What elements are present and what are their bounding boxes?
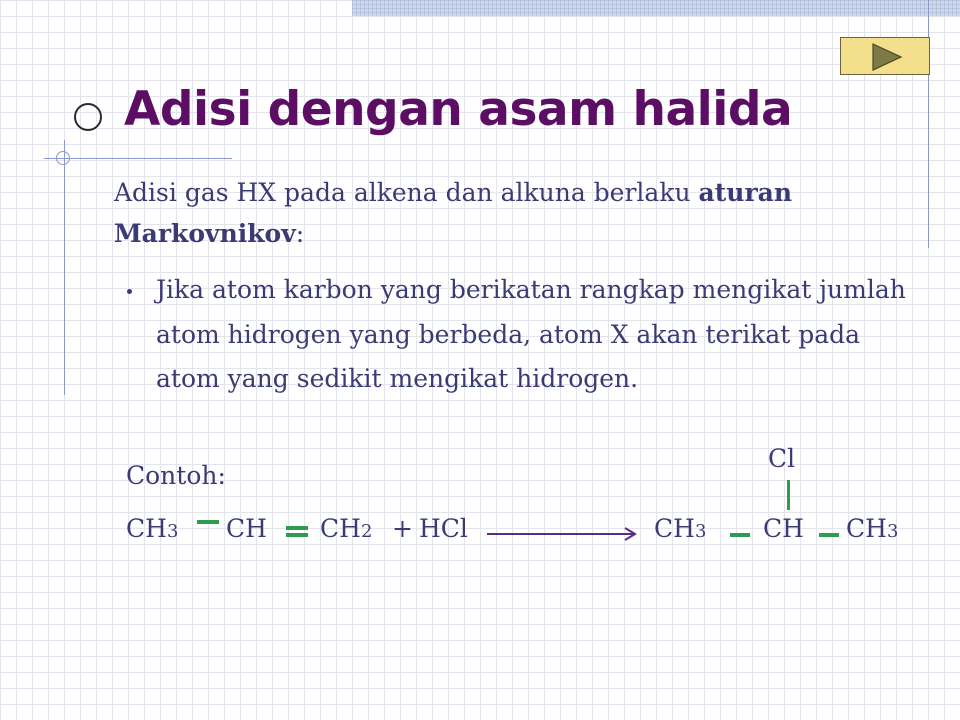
product-ch3-right xyxy=(846,514,898,547)
decorative-horizontal-line xyxy=(44,158,232,159)
reagent-hcl: HCl xyxy=(419,514,468,543)
product-ch3-left xyxy=(654,514,706,547)
intro-text: Adisi gas HX pada alkena dan alkuna berlaku xyxy=(114,178,699,207)
rule-bullet-text: Jika atom karbon yang berikatan rangkap mengikat jumlah atom hidrogen yang berbeda, atom X akan terikat pada atom yang sedikit mengikat hidrogen. xyxy=(156,275,906,393)
product-ch3-left-symbol: CH xyxy=(654,514,695,543)
intro-rule-name: aturan Markovnikov xyxy=(114,178,793,248)
reactant-ch3 xyxy=(126,514,178,547)
reaction-arrow xyxy=(487,524,639,544)
decorative-top-band xyxy=(352,0,960,16)
reactant-ch: CH xyxy=(226,514,267,543)
product-cl-substituent: Cl xyxy=(768,444,796,473)
product-ch3-right-symbol: CH xyxy=(846,514,887,543)
double-bond xyxy=(286,526,308,537)
product-ch3-right-subscript: 3 xyxy=(886,521,899,542)
single-bond-3 xyxy=(819,533,839,537)
reactant-ch2-symbol: CH xyxy=(320,514,361,543)
example-label: Contoh: xyxy=(126,461,226,490)
single-bond-1 xyxy=(197,520,219,524)
slide-title: Adisi dengan asam halida xyxy=(124,82,793,137)
plus-sign: + xyxy=(392,514,413,543)
play-triangle-icon xyxy=(871,43,903,71)
intro-paragraph xyxy=(114,172,924,254)
next-slide-button[interactable] xyxy=(840,37,930,75)
product-ch: CH xyxy=(763,514,804,543)
decorative-vertical-line-left xyxy=(64,140,65,395)
decorative-circle xyxy=(56,151,70,165)
vertical-bond xyxy=(787,480,790,510)
reactant-ch3-symbol: CH xyxy=(126,514,167,543)
bullet-dot xyxy=(127,289,132,294)
single-bond-2 xyxy=(730,533,750,537)
title-bullet-circle xyxy=(74,103,102,131)
reactant-ch3-subscript: 3 xyxy=(166,521,179,542)
reactant-ch2 xyxy=(320,514,372,547)
product-ch3-left-subscript: 3 xyxy=(694,521,707,542)
reactant-ch2-subscript: 2 xyxy=(360,521,373,542)
intro-colon: : xyxy=(295,219,305,248)
